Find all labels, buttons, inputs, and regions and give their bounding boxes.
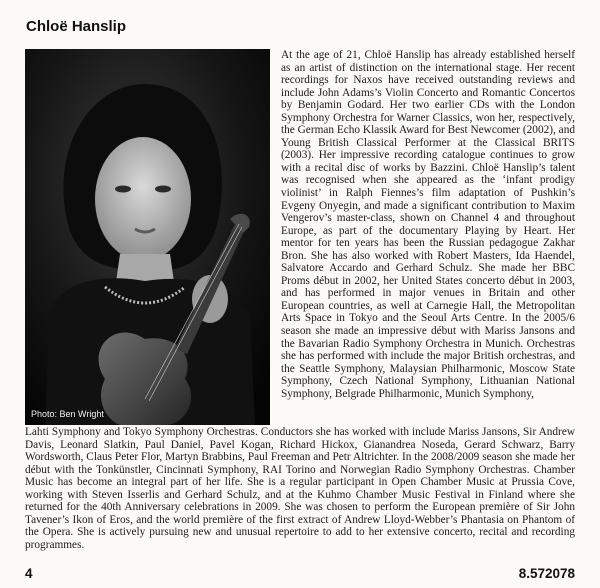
artist-name-heading: Chloë Hanslip — [26, 18, 127, 35]
portrait-image — [25, 49, 270, 425]
artist-photo — [25, 49, 270, 425]
biography-full-width: Lahti Symphony and Tokyo Symphony Orchestras. Conductors she has worked with include Mariss Jansons, Sir Andrew Davis, Leonard Slatkin, Paul Daniel, Pavel Kogan, Richard Hickox, Gianandrea Noseda, Gerard Schwarz, Barry Wordsworth, Claus Peter Flor, Martyn Brabbins, Paul Freeman and Petr Altrichter. In the 2008/2009 season she made her début with the Tonkünstler, Cincinnati Symphony, RAI Torino and Norwegian Radio Symphony Orchestras. Chamber Music has become an integral part of her life. She is a regular participant in Open Chamber Music at Prussia Cove, working with Steven Isserlis and Gerhard Schulz, and at the Kuhmo Chamber Music Festival in Finland where she returned for the 40th Anniversary celebrations in 2009. She was chosen to perform the European première of Sir John Tavener’s Ikon of Eros, and the world première of the first extract of Andrew Lloyd-Webber’s Phantasia on Phantom of the Opera. She is actively pursuing new and unusual repertoire to add to her extensive concerto, recital and recording programmes. — [25, 426, 575, 551]
catalogue-number: 8.572078 — [518, 566, 575, 581]
biography-right-column: At the age of 21, Chloë Hanslip has already established herself as an artist of distinction on the international stage. Her recent recordings for Naxos have received outstanding reviews and include John Adams’s Violin Concerto and Romantic Concertos by Benjamin Godard. Her two earlier CDs with the London Symphony Orchestra for Warner Classics, won her, respectively, the German Echo Klassik Award for Best Newcomer (2002), and Young British Classical Performer at the Classical BRITS (2003). Her impressive recording catalogue continues to grow with a recital disc of works by Bazzini. Chloë Hanslip’s talent was recognised when she appeared as the ‘infant prodigy violinist’ in Ralph Fiennes’s film adaptation of Pushkin’s Evgeny Onyegin, and made a significant contribution to Maxim Vengerov’s master-class, shown on Channel 4 and throughout Europe, as part of the documentary Playing by Heart. Her mentor for ten years has been the Russian pedagogue Zakhar Bron. She has also worked with Robert Masters, Ida Haendel, Salvatore Accardo and Gerhard Schulz. She made her BBC Proms début in 2002, her United States concerto début in 2003, and has performed in major venues in Britain and other European countries, as well at Carnegie Hall, the Metropolitan Arts Space in Tokyo and the Seoul Arts Centre. In the 2005/6 season she made an impressive début with Mariss Jansons and the Bavarian Radio Symphony Orchestra in Munich. Orchestras she has performed with include the major British orchestras, and the Seattle Symphony, Malaysian Philharmonic, Moscow State Symphony, Czech National Symphony, Lithuanian National Symphony, Belgrade Philharmonic, Munich Symphony, — [281, 49, 575, 400]
photo-credit: Photo: Ben Wright — [31, 409, 104, 419]
page-number: 4 — [25, 566, 33, 581]
